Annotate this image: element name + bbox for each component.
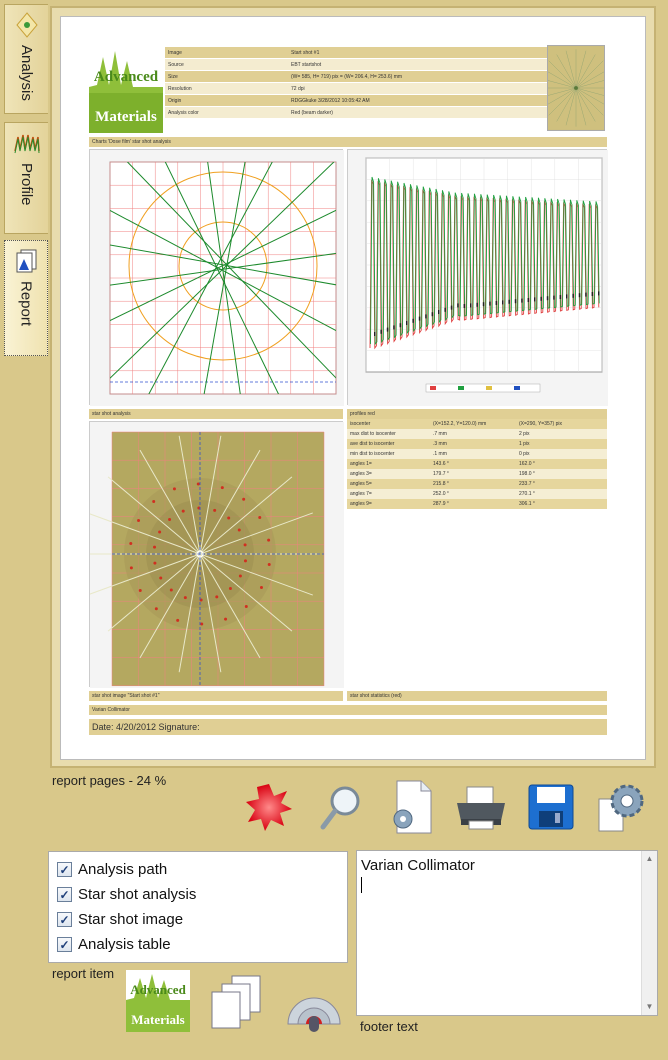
band-profiles: profiles red xyxy=(347,409,607,419)
stats-cell: .1 mm xyxy=(433,451,447,457)
checkbox-icon[interactable]: ✓ xyxy=(57,887,72,902)
stats-row xyxy=(347,489,607,499)
stats-cell: 2 pix xyxy=(519,431,530,437)
report-item-checkbox[interactable] xyxy=(57,932,339,957)
svg-text:Advanced: Advanced xyxy=(93,69,159,85)
stats-row xyxy=(347,469,607,479)
stats-row xyxy=(347,429,607,439)
stats-cell: angles 1= xyxy=(350,461,372,467)
report-toolbar xyxy=(238,778,658,840)
svg-text:Materials: Materials xyxy=(131,1012,185,1027)
meta-row xyxy=(165,71,601,83)
meta-key: Image xyxy=(168,49,182,56)
meta-row xyxy=(165,83,601,95)
stats-cell: isocenter xyxy=(350,421,371,427)
report-preview-frame xyxy=(50,6,656,768)
print-button[interactable] xyxy=(452,778,510,836)
band-statistics: star shot statistics (red) xyxy=(347,691,607,701)
analysis-icon xyxy=(13,11,41,39)
report-icon xyxy=(12,247,40,275)
star-analysis-panel xyxy=(89,149,343,405)
svg-text:Materials: Materials xyxy=(95,109,157,125)
stats-cell: 215.8 ° xyxy=(433,481,449,487)
stats-cell: angles 5= xyxy=(350,481,372,487)
tab-analysis[interactable] xyxy=(4,4,48,114)
meta-value: Red (beam darker) xyxy=(291,109,333,116)
tab-analysis-label: Analysis xyxy=(18,45,35,101)
footer-scrollbar[interactable] xyxy=(641,851,657,1015)
meta-value: (W= 585, H= 719) pix = (W= 206.4, H= 253.6) mm xyxy=(291,73,403,80)
pages-icon[interactable] xyxy=(206,972,268,1034)
stats-cell: 143.6 ° xyxy=(433,461,449,467)
stats-cell: 179.7 ° xyxy=(433,471,449,477)
band-star-analysis: star shot analysis xyxy=(89,409,343,419)
save-button[interactable] xyxy=(522,778,580,836)
star-statistics-table xyxy=(347,419,607,509)
sidebar xyxy=(4,4,48,354)
stats-row xyxy=(347,459,607,469)
stats-row xyxy=(347,449,607,459)
report-date-signature: Date: 4/20/2012 Signature: xyxy=(89,719,607,735)
stats-cell: .7 mm xyxy=(433,431,447,437)
tab-report-label: Report xyxy=(17,281,35,327)
meta-row xyxy=(165,47,601,59)
stats-cell: angles 3= xyxy=(350,471,372,477)
star-image-panel xyxy=(89,421,343,687)
checkbox-icon[interactable]: ✓ xyxy=(57,862,72,877)
stats-cell: angles 7= xyxy=(350,491,372,497)
stats-cell: 1 pix xyxy=(519,441,530,447)
scroll-up-icon[interactable]: ▲ xyxy=(645,854,654,863)
star-analysis-chart xyxy=(90,150,344,406)
printer-icon xyxy=(453,781,509,833)
stats-cell: (X=290, Y=357) pix xyxy=(519,421,562,427)
svg-text:Advanced: Advanced xyxy=(130,982,186,997)
meta-value: Start shot #1 xyxy=(291,49,320,56)
stats-cell: 198.0 ° xyxy=(519,471,535,477)
meta-row xyxy=(165,59,601,71)
meta-key: Resolution xyxy=(168,85,192,92)
stats-cell: min dist to isocenter xyxy=(350,451,395,457)
stats-cell: 270.1 ° xyxy=(519,491,535,497)
tab-profile-label: Profile xyxy=(18,163,35,206)
stats-cell: 0 pix xyxy=(519,451,530,457)
logo-item-icon[interactable] xyxy=(126,970,190,1032)
advanced-materials-logo xyxy=(89,47,163,133)
report-footer-line: Varian Collimator xyxy=(89,705,607,715)
footer-text-input[interactable] xyxy=(356,850,658,1016)
stats-row xyxy=(347,499,607,509)
meta-value: EBT startshot xyxy=(291,61,322,68)
stats-row xyxy=(347,479,607,489)
report-metadata-table xyxy=(165,47,601,119)
report-item-checkbox[interactable] xyxy=(57,882,339,907)
stats-cell: 252.0 ° xyxy=(433,491,449,497)
settings-button[interactable] xyxy=(592,778,650,836)
star-shot-icon xyxy=(243,781,295,833)
meta-row xyxy=(165,95,601,107)
stats-cell: 233.7 ° xyxy=(519,481,535,487)
stats-cell: angles 9= xyxy=(350,501,372,507)
profile-icon xyxy=(13,129,41,157)
checkbox-icon[interactable]: ✓ xyxy=(57,937,72,952)
meta-row xyxy=(165,107,601,119)
meta-value: RDGGkuke 3/28/2012 10:05:42 AM xyxy=(291,97,370,104)
tab-profile[interactable] xyxy=(4,122,48,234)
scroll-down-icon[interactable]: ▼ xyxy=(645,1002,654,1011)
stats-cell: (X=152.2, Y=120.0) mm xyxy=(433,421,487,427)
save-icon xyxy=(525,781,577,833)
report-items-list xyxy=(48,851,348,963)
report-pages-status: report pages - 24 % xyxy=(52,773,167,788)
magnifier-icon xyxy=(315,781,367,833)
profiles-chart xyxy=(348,150,608,406)
stats-cell: .3 mm xyxy=(433,441,447,447)
settings-icon xyxy=(593,779,649,835)
stats-row xyxy=(347,439,607,449)
star-shot-button[interactable] xyxy=(240,778,298,836)
stats-cell: max dist to isocenter xyxy=(350,431,396,437)
meta-key: Analysis color xyxy=(168,109,199,116)
report-item-label: Analysis table xyxy=(78,936,171,953)
stats-row xyxy=(347,419,607,429)
target-icon[interactable] xyxy=(282,968,346,1034)
report-page[interactable] xyxy=(60,16,646,760)
stats-cell: 162.0 ° xyxy=(519,461,535,467)
meta-key: Origin xyxy=(168,97,182,104)
report-item-checkbox[interactable] xyxy=(57,857,339,882)
band-charts: Charts 'Dose film' star shot analysis xyxy=(89,137,607,147)
report-item-label: Analysis path xyxy=(78,861,168,878)
footer-text-value: Varian Collimator xyxy=(361,857,475,874)
tab-report[interactable] xyxy=(4,240,48,356)
meta-key: Source xyxy=(168,61,184,68)
meta-key: Size xyxy=(168,73,178,80)
footer-text-label: footer text xyxy=(360,1019,418,1034)
report-item-label: report item xyxy=(52,966,115,981)
report-item-label: Star shot image xyxy=(78,911,184,928)
checkbox-icon[interactable]: ✓ xyxy=(57,912,72,927)
page-setup-button[interactable] xyxy=(382,778,440,836)
star-shot-thumbnail xyxy=(547,45,605,131)
zoom-button[interactable] xyxy=(312,778,370,836)
stats-cell: 306.1 ° xyxy=(519,501,535,507)
stats-cell: ave dist to isocenter xyxy=(350,441,395,447)
report-item-checkbox[interactable] xyxy=(57,907,339,932)
band-star-image: star shot image "Start shot #1" xyxy=(89,691,343,701)
report-item-label: Star shot analysis xyxy=(78,886,197,903)
star-shot-image xyxy=(90,422,344,688)
text-caret xyxy=(361,877,362,893)
profiles-panel xyxy=(347,149,607,405)
stats-cell: 287.9 ° xyxy=(433,501,449,507)
meta-value: 72 dpi xyxy=(291,85,305,92)
page-settings-icon xyxy=(385,779,437,835)
